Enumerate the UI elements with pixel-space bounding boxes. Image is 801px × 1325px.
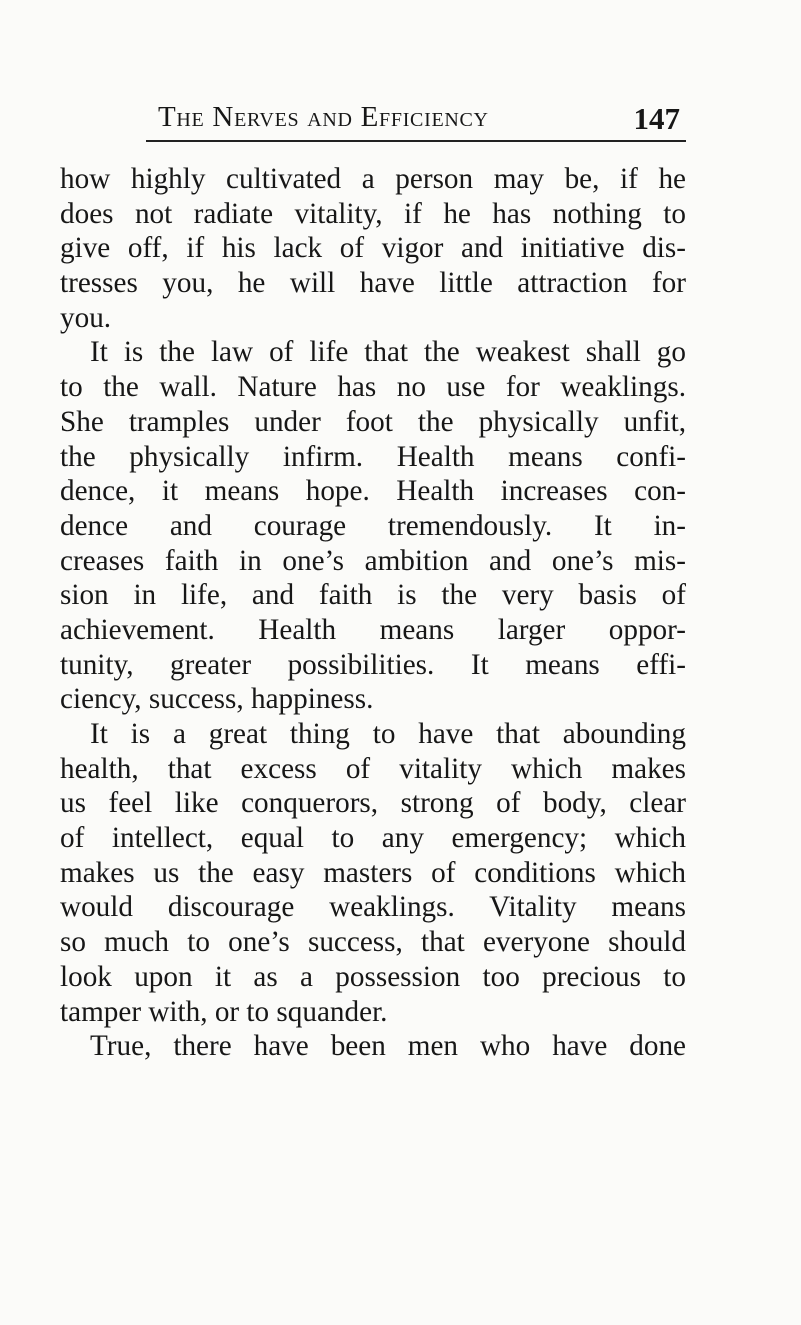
paragraph-end-line: you. bbox=[60, 301, 112, 334]
paragraph-start-line: True, there have been men who have done bbox=[90, 1030, 686, 1063]
text-line: would discourage weaklings. Vitality means bbox=[60, 891, 686, 924]
text-line: to the wall. Nature has no use for weaklings. bbox=[60, 371, 686, 404]
text-line: give off, if his lack of vigor and initiative dis- bbox=[60, 232, 686, 265]
text-line: tunity, greater possibilities. It means effi- bbox=[60, 648, 686, 681]
text-line: sion in life, and faith is the very basis of bbox=[60, 579, 686, 612]
text-line: dence and courage tremendously. It in- bbox=[60, 509, 686, 542]
text-line: dence, it means hope. Health increases con- bbox=[60, 475, 686, 508]
text-line: so much to one’s success, that everyone should bbox=[60, 926, 686, 959]
paragraph-start-line: It is the law of life that the weakest shall go bbox=[90, 336, 686, 369]
body-text bbox=[60, 162, 686, 1064]
running-title: The Nerves and Efficiency bbox=[158, 101, 489, 133]
text-line: us feel like conquerors, strong of body, clear bbox=[60, 787, 686, 820]
text-line: of intellect, equal to any emergency; which bbox=[60, 822, 686, 855]
text-line: makes us the easy masters of conditions which bbox=[60, 856, 686, 889]
paragraph-start-line: It is a great thing to have that abounding bbox=[90, 718, 686, 750]
text-line: look upon it as a possession too precious to bbox=[60, 960, 686, 993]
paragraph-end-line: ciency, success, happiness. bbox=[60, 683, 374, 716]
text-line: health, that excess of vitality which makes bbox=[60, 752, 686, 785]
text-line: how highly cultivated a person may be, if he bbox=[60, 163, 686, 195]
header-rule bbox=[146, 140, 686, 142]
text-line: creases faith in one’s ambition and one’s mis- bbox=[60, 544, 686, 577]
running-head bbox=[146, 101, 686, 143]
paragraph-end-line: tamper with, or to squander. bbox=[60, 995, 388, 1028]
page-number: 147 bbox=[633, 101, 680, 136]
text-line: She tramples under foot the physically unfit, bbox=[60, 405, 686, 438]
text-line: achievement. Health means larger oppor- bbox=[60, 613, 686, 646]
text-line: tresses you, he will have little attraction for bbox=[60, 267, 686, 300]
text-line: the physically infirm. Health means confi- bbox=[60, 440, 686, 473]
text-line: does not radiate vitality, if he has nothing to bbox=[60, 197, 686, 230]
